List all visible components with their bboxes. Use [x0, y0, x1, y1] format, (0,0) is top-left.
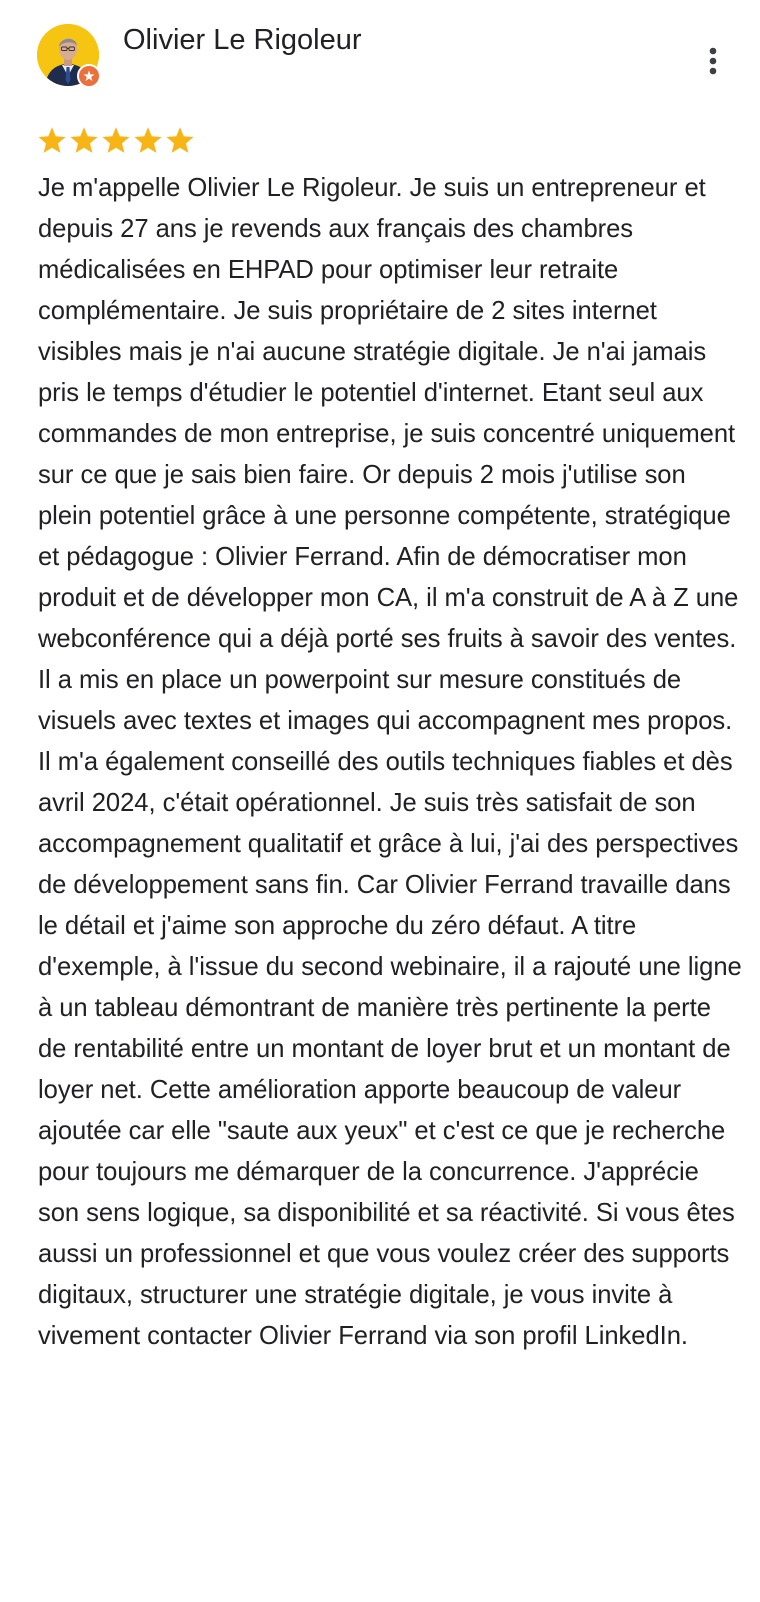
reviewer-name[interactable]: Olivier Le Rigoleur — [123, 24, 362, 56]
star-icon — [165, 124, 195, 156]
more-vert-icon — [708, 47, 718, 75]
more-options-button[interactable] — [696, 42, 730, 80]
local-guide-badge-icon — [77, 64, 101, 88]
star-icon — [37, 124, 67, 156]
star-icon — [101, 124, 131, 156]
review-text: Je m'appelle Olivier Le Rigoleur. Je suis un entrepreneur et depuis 27 ans je revends aux français des chambres médicalisées en EHPAD pour optimiser leur retraite complémentaire. Je suis propriétaire de 2 sites internet visibles mais je n'ai aucune stratégie digitale. Je n'ai jamais pris le temps d'étudier le potentiel d'internet. Etant seul aux commandes de mon entreprise, je suis concentré uniquement sur ce que je sais bien faire. Or depuis 2 mois j'utilise son plein potentiel grâce à une personne compétente, stratégique et pédagogue : Olivier Ferrand. Afin de démocratiser mon produit et de développer mon CA, il m'a construit de A à Z une webconférence qui a déjà porté ses fruits à savoir des ventes. Il a mis en place un powerpoint sur mesure constitués de visuels avec textes et images qui accompagnent mes propos. Il m'a également conseillé des outils techniques fiables et dès avril 2024, c'était opérationnel. Je suis très satisfait de son accompagnement qualitatif et grâce à lui, j'ai des perspectives de développement sans fin. Car Olivier Ferrand travaille dans le détail et j'aime son approche du zéro défaut. A titre d'exemple, à l'issue du second webinaire, il a rajouté une ligne à un tableau démontrant de manière très pertinente la perte de rentabilité entre un montant de loyer brut et un montant de loyer net. Cette amélioration apporte beaucoup de valeur ajoutée car elle "saute aux yeux" et c'est ce que je recherche pour toujours me démarquer de la concurrence. J'apprécie son sens logique, sa disponibilité et sa réactivité. Si vous êtes aussi un professionnel et que vous voulez créer des supports digitaux, structurer une stratégie digitale, je vous invite à vivement contacter Olivier Ferrand via son profil LinkedIn. — [38, 174, 742, 1350]
star-icon — [69, 124, 99, 156]
star-icon — [133, 124, 163, 156]
avatar[interactable] — [37, 24, 101, 88]
star-rating — [37, 124, 195, 156]
